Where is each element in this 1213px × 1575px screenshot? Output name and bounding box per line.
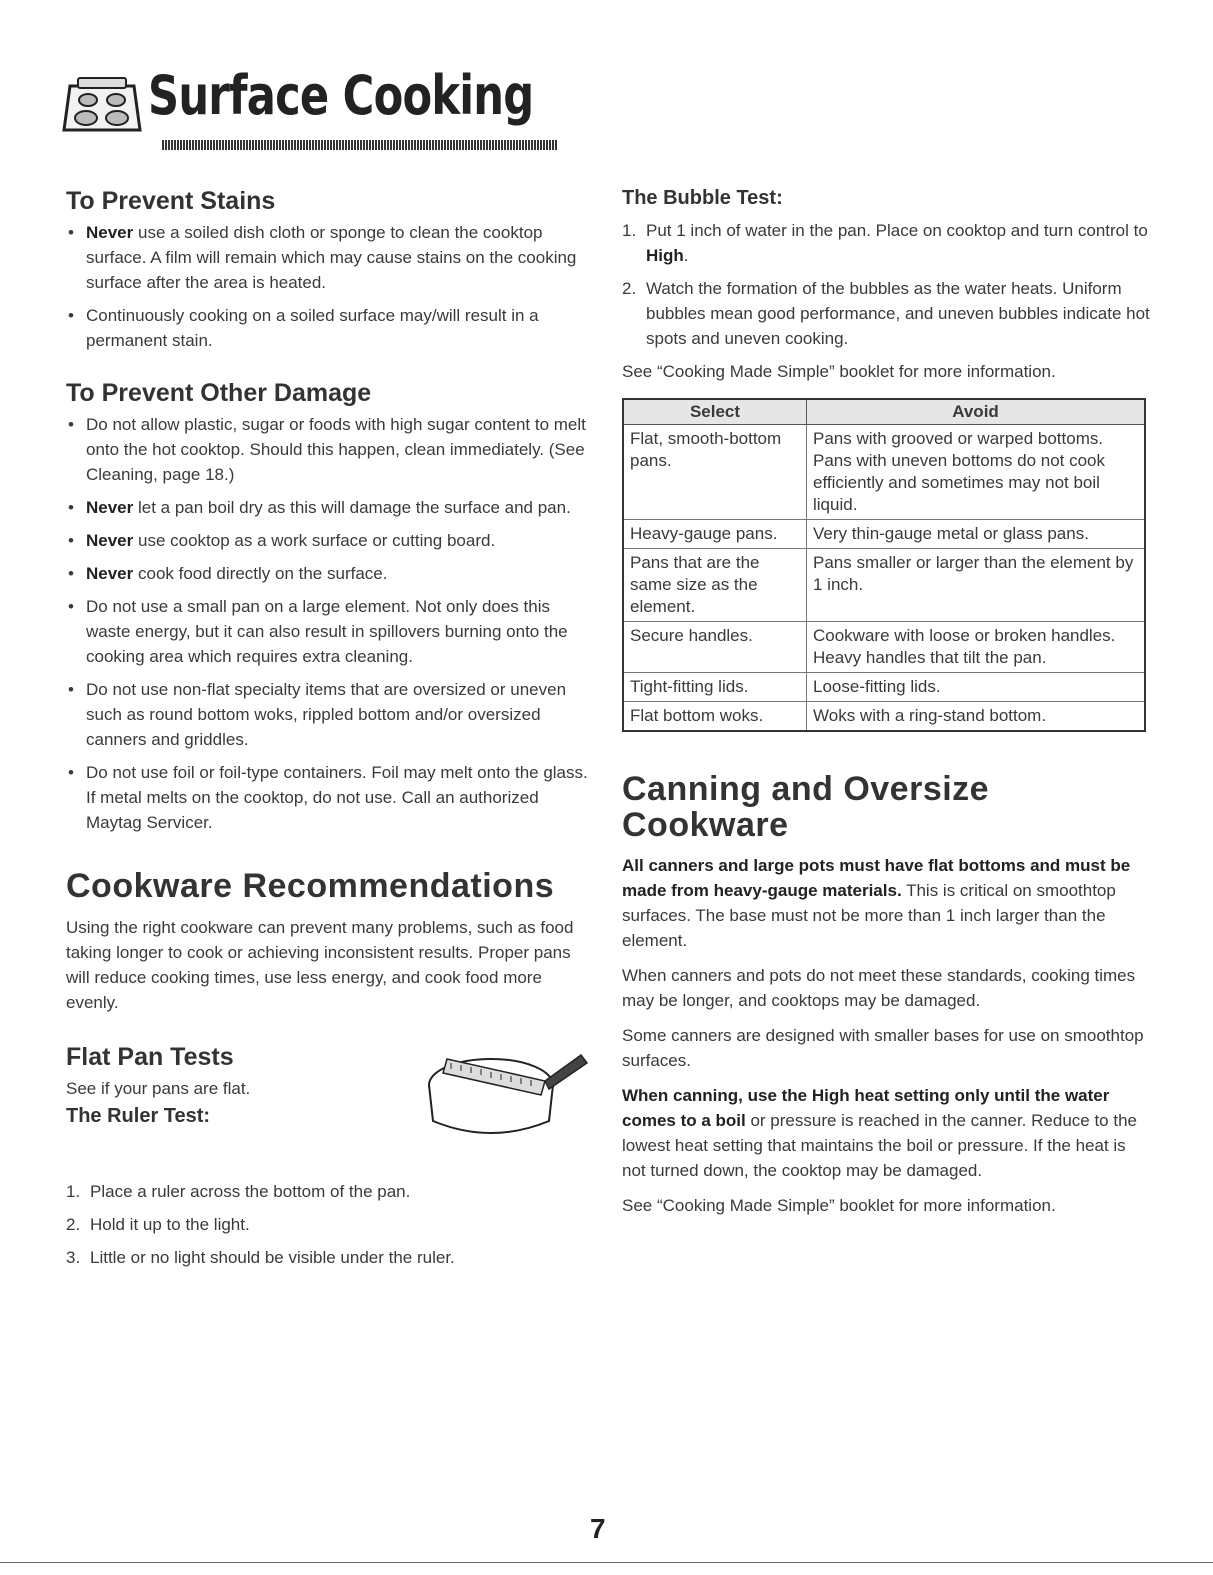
cooktop-icon: [62, 72, 142, 136]
list-item: 1. Put 1 inch of water in the pan. Place on cooktop and turn control to High.: [622, 221, 1148, 265]
table-row: [623, 549, 1145, 622]
list-item: • Continuously cooking on a soiled surface may/will result in a permanent stain.: [66, 303, 596, 353]
flat-pan-tests-section: [66, 1043, 596, 1183]
prevent-stains-list: [66, 220, 596, 353]
list-item: • Do not use a small pan on a large element. Not only does this waste energy, but it can also result in spillovers burning onto the cooking area which requires extra cleaning.: [66, 594, 596, 669]
list-item: 2. Watch the formation of the bubbles as the water heats. Uniform bubbles mean good performance, and uneven bubbles indicate hot spots and uneven cooking.: [622, 279, 1150, 348]
ruler-test-heading: The Ruler Test:: [66, 1104, 211, 1127]
page-number: 7: [590, 1513, 606, 1544]
prevent-damage-section: [66, 379, 596, 835]
table-row: [623, 702, 1145, 732]
bubble-test-note: See “Cooking Made Simple” booklet for more information.: [622, 362, 1056, 381]
page-header: [62, 62, 534, 162]
list-item: • Never cook food directly on the surface.: [66, 561, 596, 586]
table-row: [623, 673, 1145, 702]
table-row: [623, 520, 1145, 549]
list-item: • Never use cooktop as a work surface or cutting board.: [66, 528, 596, 553]
right-column: [622, 187, 1152, 1228]
canning-note: See “Cooking Made Simple” booklet for more information.: [622, 1196, 1056, 1216]
prevent-damage-list: [66, 412, 596, 835]
canning-paragraph: Some canners are designed with smaller bases for use on smoothtop surfaces.: [622, 1026, 1144, 1071]
select-column-header: Select: [623, 399, 807, 425]
list-item: • Do not use foil or foil-type containers. Foil may melt onto the glass. If metal melts on the cooktop, do not use. Call an authorized Maytag Servicer.: [66, 760, 596, 835]
select-cell: Heavy-gauge pans.: [623, 520, 807, 549]
canning-heading: Canning and Oversize Cookware: [622, 770, 990, 844]
avoid-cell: Pans smaller or larger than the element by 1 inch.: [807, 549, 1146, 622]
select-cell: Flat bottom woks.: [623, 702, 807, 732]
avoid-cell: Pans with grooved or warped bottoms. Pans with uneven bottoms do not cook efficiently and sometimes may not boil liquid.: [807, 425, 1146, 520]
list-item: • Do not use non-flat specialty items that are oversized or uneven such as round bottom woks, rippled bottom and/or oversized canners and griddles.: [66, 677, 596, 752]
select-cell: Tight-fitting lids.: [623, 673, 807, 702]
prevent-stains-heading: To Prevent Stains: [66, 187, 276, 215]
list-item: 1. Place a ruler across the bottom of the pan.: [66, 1181, 411, 1201]
canning-paragraph: All canners and large pots must have flat bottoms and must be made from heavy-gauge materials. This is critical on smoothtop surfaces. The base must not be more than 1 inch larger than the element.: [622, 856, 1131, 951]
avoid-cell: Very thin-gauge metal or glass pans.: [807, 520, 1146, 549]
cookware-recommendations-body: Using the right cookware can prevent many problems, such as food taking longer to cook or achieving inconsistent results. Proper pans will reduce cooking times, use less energy, and cook food more evenly.: [66, 917, 574, 1012]
cookware-recommendations-heading: Cookware Recommendations: [66, 867, 555, 905]
table-row: [623, 425, 1145, 520]
list-item: • Never let a pan boil dry as this will damage the surface and pan.: [66, 495, 596, 520]
list-item: 3. Little or no light should be visible under the ruler.: [66, 1247, 455, 1267]
prevent-stains-section: [66, 187, 596, 353]
bubble-test-heading: The Bubble Test:: [622, 187, 783, 209]
canning-paragraph: When canners and pots do not meet these standards, cooking times may be longer, and cooktops may be damaged.: [622, 966, 1136, 1011]
title-underline: [162, 140, 558, 150]
bottom-rule: [0, 1562, 1213, 1563]
pan-with-ruler-icon: [421, 1033, 591, 1153]
select-cell: Flat, smooth-bottom pans.: [623, 425, 807, 520]
list-item: • Do not allow plastic, sugar or foods with high sugar content to melt onto the hot cooktop. Should this happen, clean immediately. (See Cleaning, page 18.): [66, 412, 596, 487]
list-item: • Never use a soiled dish cloth or sponge to clean the cooktop surface. A film will remain which may cause stains on the cooking surface after the area is heated.: [66, 220, 596, 295]
avoid-column-header: Avoid: [807, 399, 1146, 425]
avoid-cell: Loose-fitting lids.: [807, 673, 1146, 702]
avoid-cell: Woks with a ring-stand bottom.: [807, 702, 1146, 732]
table-header-row: [623, 399, 1145, 425]
list-item: 2. Hold it up to the light.: [66, 1214, 250, 1234]
cookware-table: [622, 398, 1146, 732]
bubble-test-section: [622, 187, 1152, 384]
left-column: [66, 187, 596, 1278]
select-cell: Secure handles.: [623, 622, 807, 673]
prevent-damage-heading: To Prevent Other Damage: [66, 379, 372, 407]
page-title: Surface Cooking: [148, 64, 534, 127]
canning-section: [622, 772, 1152, 1218]
table-row: [623, 622, 1145, 673]
flat-pan-tests-heading: Flat Pan Tests: [66, 1042, 234, 1071]
ruler-test-steps: [66, 1179, 596, 1270]
canning-paragraph: When canning, use the High heat setting only until the water comes to a boil or pressure is reached in the canner. Reduce to the lowest heat setting that maintains the boil or pressure. If the heat is not turned down, the cooktop may be damaged.: [622, 1086, 1137, 1181]
avoid-cell: Cookware with loose or broken handles. Heavy handles that tilt the pan.: [807, 622, 1146, 673]
flat-pan-intro: See if your pans are flat.: [66, 1078, 251, 1098]
select-cell: Pans that are the same size as the element.: [623, 549, 807, 622]
cookware-recommendations-section: [66, 869, 596, 1015]
bubble-test-steps: [622, 218, 1152, 351]
